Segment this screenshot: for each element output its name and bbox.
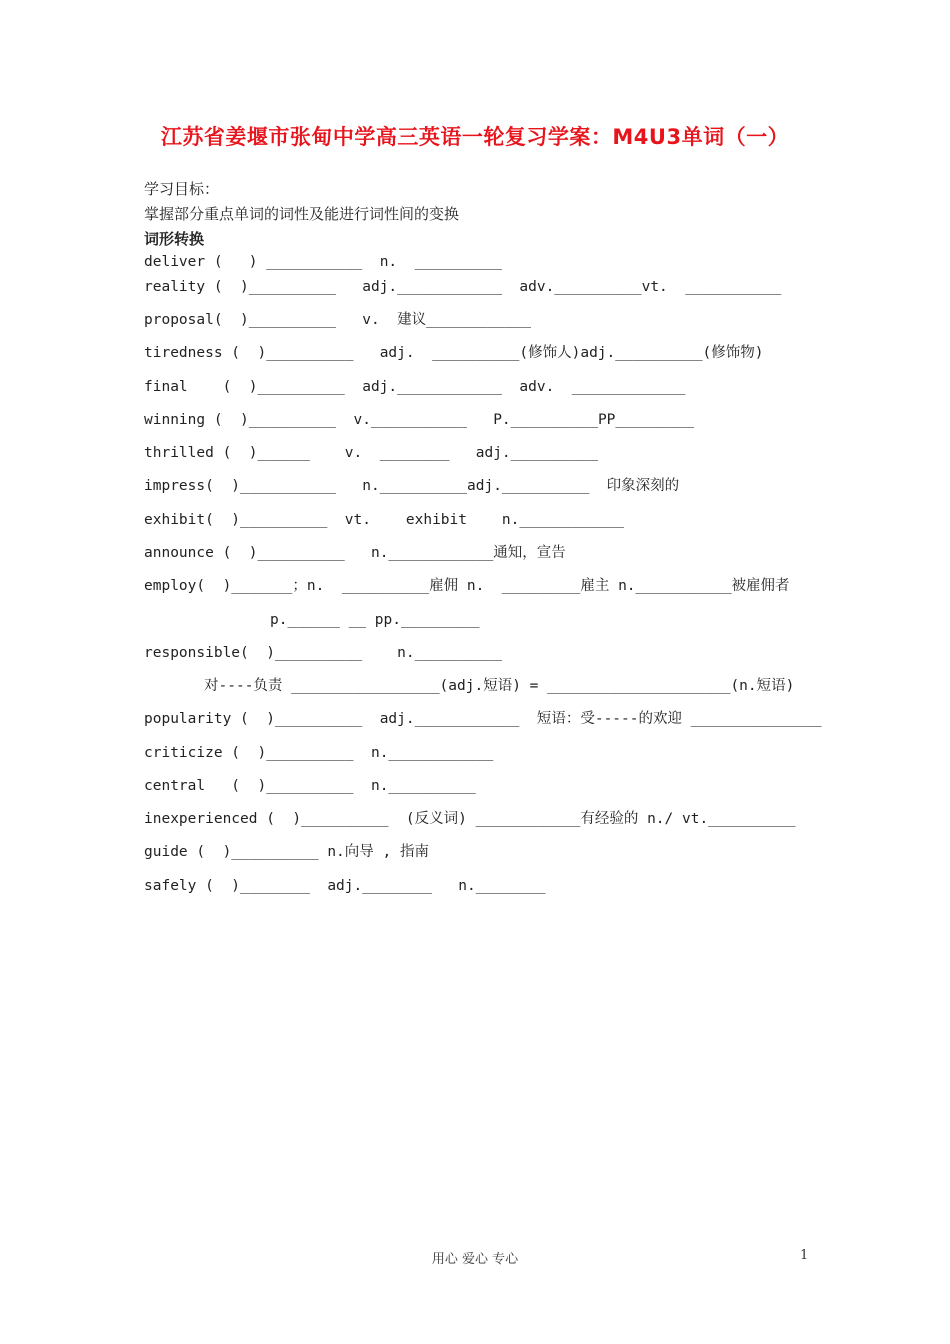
word-row-central: central ( )__________ n.__________ xyxy=(144,778,476,794)
word-row-announce: announce ( )__________ n.____________通知，宣告 xyxy=(144,545,566,561)
word-row-winning: winning ( )__________ v.___________ P.__________PP_________ xyxy=(144,412,694,428)
page-footer: 用心 爱心 专心 xyxy=(431,1252,519,1267)
word-row-employ-forms: p.______ __ pp._________ xyxy=(270,612,480,628)
word-row-exhibit: exhibit( )__________ vt. exhibit n.____________ xyxy=(144,512,625,528)
word-row-deliver: deliver ( ) ___________ n. __________ xyxy=(144,254,502,270)
word-row-impress: impress( )___________ n.__________adj.__________ 印象深刻的 xyxy=(144,478,680,494)
word-row-popularity: popularity ( )__________ adj.____________ 短语：受-----的欢迎 _______________ xyxy=(144,711,822,727)
word-row-thrilled: thrilled ( )______ v. ________ adj.__________ xyxy=(144,445,598,461)
word-row-tiredness: tiredness ( )__________ adj. __________(修饰人)adj.__________(修饰物) xyxy=(144,345,764,361)
section-heading: 词形转换 xyxy=(144,230,205,248)
word-row-proposal: proposal( )__________ v. 建议____________ xyxy=(144,312,531,328)
word-row-responsible-phrase: 对----负责 _________________(adj.短语) = _____________________(n.短语) xyxy=(204,678,795,694)
page-number: 1 xyxy=(800,1248,809,1263)
word-row-final: final ( )__________ adj.____________ adv. _____________ xyxy=(144,379,686,395)
word-row-reality: reality ( )__________ adj.____________ adv.__________vt. ___________ xyxy=(144,279,782,295)
word-row-criticize: criticize ( )__________ n.____________ xyxy=(144,745,494,761)
word-row-inexperienced: inexperienced ( )__________ (反义词) ____________有经验的 n./ vt.__________ xyxy=(144,811,796,827)
word-row-responsible: responsible( )__________ n.__________ xyxy=(144,645,502,661)
objective-label: 学习目标： xyxy=(144,180,220,198)
word-row-guide: guide ( )__________ n.向导 , 指南 xyxy=(144,844,429,860)
word-row-employ: employ( )_______；n. __________雇佣 n. _________雇主 n.___________被雇佣者 xyxy=(144,578,790,594)
word-row-safely: safely ( )________ adj.________ n.________ xyxy=(144,878,546,894)
objective-text: 掌握部分重点单词的词性及能进行词性间的变换 xyxy=(144,205,460,223)
page-title: 江苏省姜堰市张甸中学高三英语一轮复习学案：M4U3单词（一） xyxy=(160,125,790,149)
